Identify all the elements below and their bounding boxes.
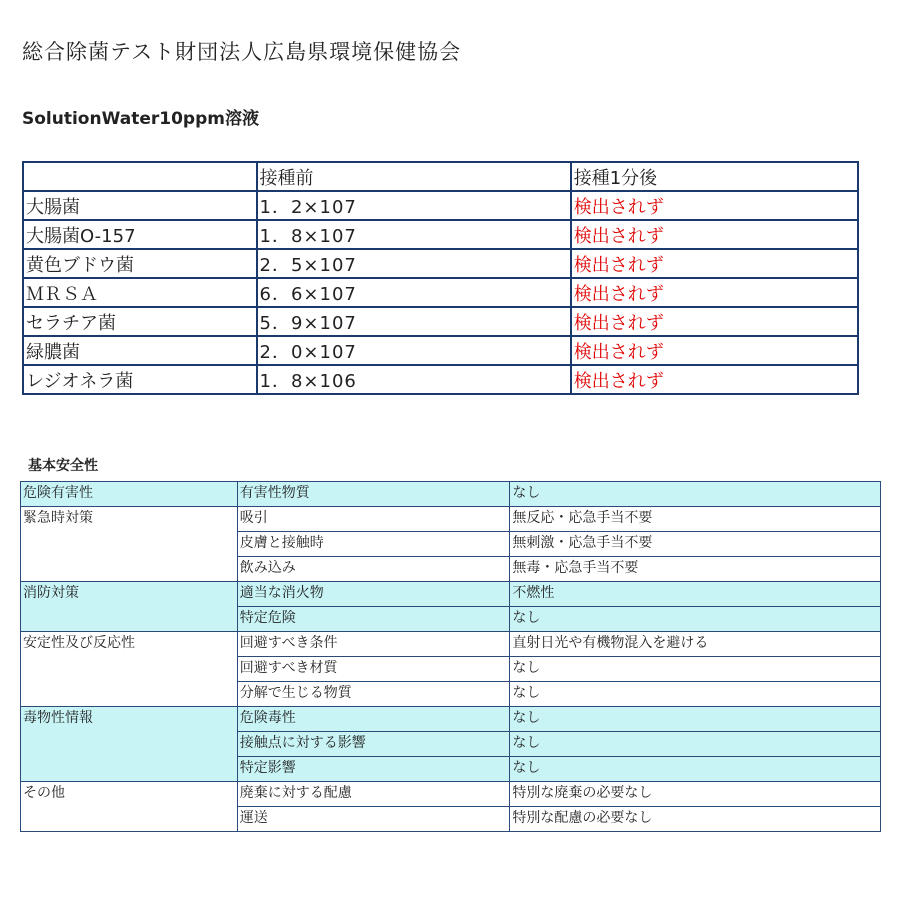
table-row [21, 507, 881, 532]
item-cell: 有害性物質 [237, 482, 510, 507]
value-cell: なし [510, 757, 881, 782]
result-after: 検出されず [571, 365, 858, 394]
count-before: 6．6×107 [257, 278, 571, 307]
solution-subtitle: SolutionWater10ppm溶液 [22, 109, 259, 129]
value-cell: なし [510, 707, 881, 732]
bacteria-name: 黄色ブドウ菌 [23, 249, 257, 278]
category-cell: 消防対策 [21, 582, 238, 632]
bacteria-name: 緑膿菌 [23, 336, 257, 365]
result-after: 検出されず [571, 249, 858, 278]
item-cell: 飲み込み [237, 557, 510, 582]
item-cell: 接触点に対する影響 [237, 732, 510, 757]
category-cell: 緊急時対策 [21, 507, 238, 582]
category-cell: 毒物性情報 [21, 707, 238, 782]
header-cell-after: 接種1分後 [571, 162, 858, 191]
value-cell: なし [510, 607, 881, 632]
item-cell: 回避すべき条件 [237, 632, 510, 657]
count-before: 2．5×107 [257, 249, 571, 278]
count-before: 1．8×107 [257, 220, 571, 249]
table-row [23, 307, 858, 336]
item-cell: 廃棄に対する配慮 [237, 782, 510, 807]
value-cell: 無反応・応急手当不要 [510, 507, 881, 532]
item-cell: 吸引 [237, 507, 510, 532]
item-cell: 適当な消火物 [237, 582, 510, 607]
count-before: 5．9×107 [257, 307, 571, 336]
value-cell: なし [510, 732, 881, 757]
bacteria-name: セラチア菌 [23, 307, 257, 336]
bacteria-name: レジオネラ菌 [23, 365, 257, 394]
category-cell: 危険有害性 [21, 482, 238, 507]
bacteria-name: 大腸菌 [23, 191, 257, 220]
header-cell-empty [23, 162, 257, 191]
value-cell: なし [510, 682, 881, 707]
value-cell: 無刺激・応急手当不要 [510, 532, 881, 557]
table-row [21, 632, 881, 657]
bacteria-name: ＭＲＳＡ [23, 278, 257, 307]
safety-table [20, 481, 881, 832]
value-cell: 直射日光や有機物混入を避ける [510, 632, 881, 657]
header-cell-before: 接種前 [257, 162, 571, 191]
item-cell: 分解で生じる物質 [237, 682, 510, 707]
sterilization-test-table [22, 161, 859, 395]
value-cell: なし [510, 657, 881, 682]
value-cell: 特別な廃棄の必要なし [510, 782, 881, 807]
count-before: 2．0×107 [257, 336, 571, 365]
item-cell: 回避すべき材質 [237, 657, 510, 682]
category-cell: 安定性及び反応性 [21, 632, 238, 707]
table-row [23, 220, 858, 249]
value-cell: 無毒・応急手当不要 [510, 557, 881, 582]
count-before: 1．8×106 [257, 365, 571, 394]
table-row [21, 582, 881, 607]
result-after: 検出されず [571, 191, 858, 220]
value-cell: 特別な配慮の必要なし [510, 807, 881, 832]
safety-section-label: 基本安全性 [28, 458, 98, 474]
item-cell: 皮膚と接触時 [237, 532, 510, 557]
table-row [23, 278, 858, 307]
item-cell: 特定危険 [237, 607, 510, 632]
result-after: 検出されず [571, 336, 858, 365]
result-after: 検出されず [571, 220, 858, 249]
table-row [21, 782, 881, 807]
table-row [21, 482, 881, 507]
table-row [21, 707, 881, 732]
result-after: 検出されず [571, 278, 858, 307]
category-cell: その他 [21, 782, 238, 832]
table-header-row [23, 162, 858, 191]
item-cell: 特定影響 [237, 757, 510, 782]
page-title: 総合除菌テスト財団法人広島県環境保健協会 [22, 40, 462, 64]
value-cell: なし [510, 482, 881, 507]
bacteria-name: 大腸菌O-157 [23, 220, 257, 249]
table-row [23, 336, 858, 365]
table-row [23, 365, 858, 394]
table-row [23, 191, 858, 220]
value-cell: 不燃性 [510, 582, 881, 607]
count-before: 1．2×107 [257, 191, 571, 220]
table-row [23, 249, 858, 278]
item-cell: 運送 [237, 807, 510, 832]
item-cell: 危険毒性 [237, 707, 510, 732]
result-after: 検出されず [571, 307, 858, 336]
